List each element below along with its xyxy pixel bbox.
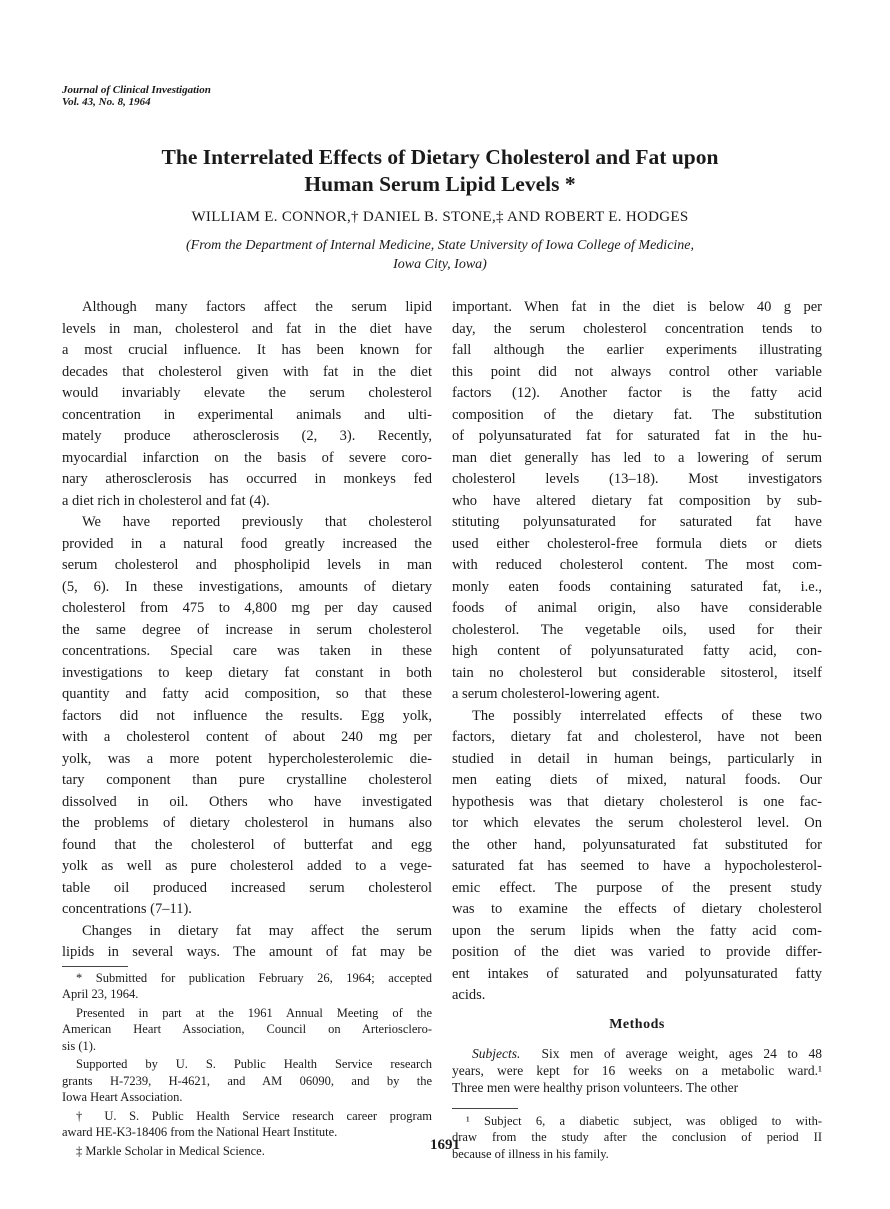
- text-line: levels in man, cholesterol and fat in the diet have: [62, 320, 432, 337]
- text-line: day, the serum cholesterol concentration tends to: [452, 320, 822, 337]
- text-line: position of the diet was varied to provide differ-: [452, 944, 822, 960]
- text-line: (5, 6). In these investigations, amounts of dietary: [62, 578, 432, 595]
- text-line: fall although the earlier experiments illustrating: [452, 342, 822, 358]
- text-line: upon the serum lipids when the fatty acid com-: [452, 922, 822, 939]
- text-line: Presented in part at the 1961 Annual Meeting of the: [76, 1005, 432, 1020]
- text-line: of polyunsaturated fat for saturated fat in the hu-: [452, 428, 822, 444]
- text-line: ¹ Subject 6, a diabetic subject, was obliged to with-: [466, 1113, 822, 1128]
- text-line: tor which elevates the serum cholesterol level. On: [452, 815, 822, 831]
- left-column: [62, 297, 432, 1159]
- text-line: investigations to keep dietary fat constant in both: [62, 664, 432, 681]
- right-column: [452, 297, 822, 1162]
- text-line: this point did not always control other variable: [452, 363, 822, 380]
- text-line: mately produce atherosclerosis (2, 3). Recently,: [62, 428, 432, 444]
- journal-name: Journal of Clinical Investigation: [62, 84, 211, 96]
- text-line: concentrations (7–11).: [62, 901, 192, 917]
- footnote-presented: [62, 1005, 432, 1055]
- text-line: ‡ Markle Scholar in Medical Science.: [76, 1143, 265, 1158]
- text-line: was to examine the effects of dietary cholesterol: [452, 901, 822, 917]
- text-line: serum cholesterol and phospholipid levels in man: [62, 557, 432, 573]
- text-line: dissolved in oil. Others who have investigated: [62, 793, 432, 810]
- text-line: the problems of dietary cholesterol in humans also: [62, 815, 432, 831]
- left-paragraph-3: [62, 921, 432, 964]
- text-line: tary component than pure crystalline cholesterol: [62, 772, 432, 788]
- text-line: used either cholesterol-free formula diets or diets: [452, 535, 822, 552]
- text-line: who have altered dietary fat composition by sub-: [452, 492, 822, 509]
- text-line: composition of the dietary fat. The substitution: [452, 406, 822, 423]
- text-line: found that the cholesterol of butterfat and egg: [62, 836, 432, 853]
- text-line: April 23, 1964.: [62, 987, 139, 1001]
- affiliation-line-1: (From the Department of Internal Medicine, State University of Iowa College of Medicine,: [185, 238, 695, 253]
- text-line: emic effect. The purpose of the present study: [452, 879, 822, 896]
- subjects-line: years, were kept for 16 weeks on a metabolic ward.¹: [452, 1062, 822, 1078]
- text-line: ent intakes of saturated and polyunsaturated fatty: [452, 965, 822, 982]
- text-line: We have reported previously that cholesterol: [82, 514, 432, 530]
- text-line: men eating diets of mixed, natural foods. Our: [452, 772, 822, 788]
- text-line: † U. S. Public Health Service research career program: [76, 1108, 432, 1123]
- methods-heading: Methods: [609, 1016, 665, 1032]
- text-line: award HE-K3-18406 from the National Heart Institute.: [62, 1125, 338, 1139]
- text-line: decades that cholesterol given with fat in the diet: [62, 363, 432, 380]
- subjects-paragraph: [452, 1045, 822, 1096]
- text-line: cholesterol. The vegetable oils, used for their: [452, 621, 822, 638]
- title-line-1: The Interrelated Effects of Dietary Cholesterol and Fat upon: [161, 145, 719, 169]
- text-line: hypothesis was that dietary cholesterol is one fac-: [452, 793, 822, 810]
- affiliation: [150, 236, 730, 274]
- right-paragraph-1: [452, 297, 822, 706]
- text-line: Supported by U. S. Public Health Service research: [76, 1057, 432, 1071]
- subjects-line-text: Six men of average weight, ages 24 to 48: [541, 1045, 822, 1061]
- text-line: yolk as well as pure cholesterol added to a vege-: [62, 858, 432, 874]
- text-line: tain no cholesterol but considerable sitosterol, itself: [452, 664, 822, 681]
- journal-citation: [62, 84, 211, 108]
- journal-volume: Vol. 43, No. 8, 1964: [62, 96, 151, 108]
- text-line: studied in detail in human beings, particularly in: [452, 750, 822, 767]
- text-line: lipids in several ways. The amount of fat may be: [62, 944, 432, 960]
- text-line: concentrations. Special care was taken in these: [62, 643, 432, 659]
- left-paragraph-2: [62, 512, 432, 921]
- right-paragraph-2: [452, 706, 822, 1007]
- text-line: the same degree of increase in serum cholesterol: [62, 621, 432, 638]
- text-line: provided in a natural food greatly increased the: [62, 535, 432, 552]
- footnote-support: [62, 1056, 432, 1106]
- text-line: the other hand, polyunsaturated fat substituted for: [452, 836, 822, 853]
- text-line: important. When fat in the diet is below 40 g per: [452, 299, 822, 315]
- text-line: monly eaten foods containing saturated fat, i.e.,: [452, 578, 822, 595]
- footnote-submitted: [62, 970, 432, 1003]
- text-line: Although many factors affect the serum lipid: [82, 299, 432, 315]
- left-paragraph-1: [62, 297, 432, 512]
- text-line: * Submitted for publication February 26, 1964; accepted: [76, 970, 432, 985]
- footnote-dagger: [62, 1108, 432, 1141]
- text-line: draw from the study after the conclusion of period II: [452, 1130, 822, 1144]
- subjects-label: Subjects.: [472, 1045, 521, 1061]
- affiliation-line-2: Iowa City, Iowa): [393, 257, 487, 272]
- text-line: high content of polyunsaturated fatty acid, con-: [452, 643, 822, 659]
- text-line: cholesterol levels (13–18). Most investigators: [452, 471, 822, 487]
- text-line: acids.: [452, 987, 486, 1003]
- text-line: foods of animal origin, also have considerable: [452, 600, 822, 616]
- text-line: a diet rich in cholesterol and fat (4).: [62, 492, 270, 509]
- text-line: cholesterol from 475 to 4,800 mg per day caused: [62, 600, 432, 616]
- footnote-divider: [452, 1108, 518, 1109]
- text-line: factors, dietary fat and cholesterol, have not been: [452, 729, 822, 745]
- text-line: American Heart Association, Council on Arteriosclero-: [62, 1022, 432, 1036]
- text-line: saturated fat has seemed to have a hypocholesterol-: [452, 858, 822, 874]
- text-line: because of illness in his family.: [452, 1146, 609, 1161]
- text-line: nary atherosclerosis has occurred in monkeys fed: [62, 471, 432, 487]
- text-line: The possibly interrelated effects of these two: [472, 707, 822, 724]
- text-line: table oil produced increased serum cholesterol: [62, 879, 432, 896]
- article-title: [100, 144, 780, 198]
- text-line: a most crucial influence. It has been known for: [62, 342, 432, 358]
- subjects-line: Three men were healthy prison volunteers. The other: [452, 1079, 739, 1095]
- page-number: 1691: [430, 1137, 460, 1153]
- text-line: with a cholesterol content of about 240 mg per: [62, 729, 432, 745]
- text-line: factors (12). Another factor is the fatty acid: [452, 385, 822, 401]
- author-list: WILLIAM E. CONNOR,† DANIEL B. STONE,‡ AND ROBERT E. HODGES: [191, 209, 689, 225]
- text-line: man diet generally has led to a lowering of serum: [452, 449, 822, 466]
- text-line: sis (1).: [62, 1038, 97, 1053]
- text-line: would invariably elevate the serum cholesterol: [62, 385, 432, 401]
- text-line: concentration in experimental animals and ulti-: [62, 406, 432, 423]
- text-line: quantity and fatty acid composition, so that these: [62, 686, 432, 702]
- title-line-2: Human Serum Lipid Levels *: [304, 172, 576, 196]
- text-line: Iowa Heart Association.: [62, 1090, 183, 1104]
- text-line: myocardial infarction on the basis of severe coro-: [62, 449, 432, 466]
- footnote-divider: [62, 966, 128, 967]
- text-line: grants H-7239, H-4621, and AM 06090, and by the: [62, 1073, 432, 1088]
- text-line: factors did not influence the results. Egg yolk,: [62, 707, 432, 724]
- text-line: yolk, was a more potent hypercholesterolemic die-: [62, 750, 432, 767]
- text-line: Changes in dietary fat may affect the serum: [82, 922, 432, 939]
- text-line: stituting polyunsaturated for saturated fat have: [452, 514, 822, 530]
- subjects-line: [452, 1045, 822, 1062]
- text-line: a serum cholesterol-lowering agent.: [452, 686, 660, 702]
- text-line: with reduced cholesterol content. The most com-: [452, 557, 822, 573]
